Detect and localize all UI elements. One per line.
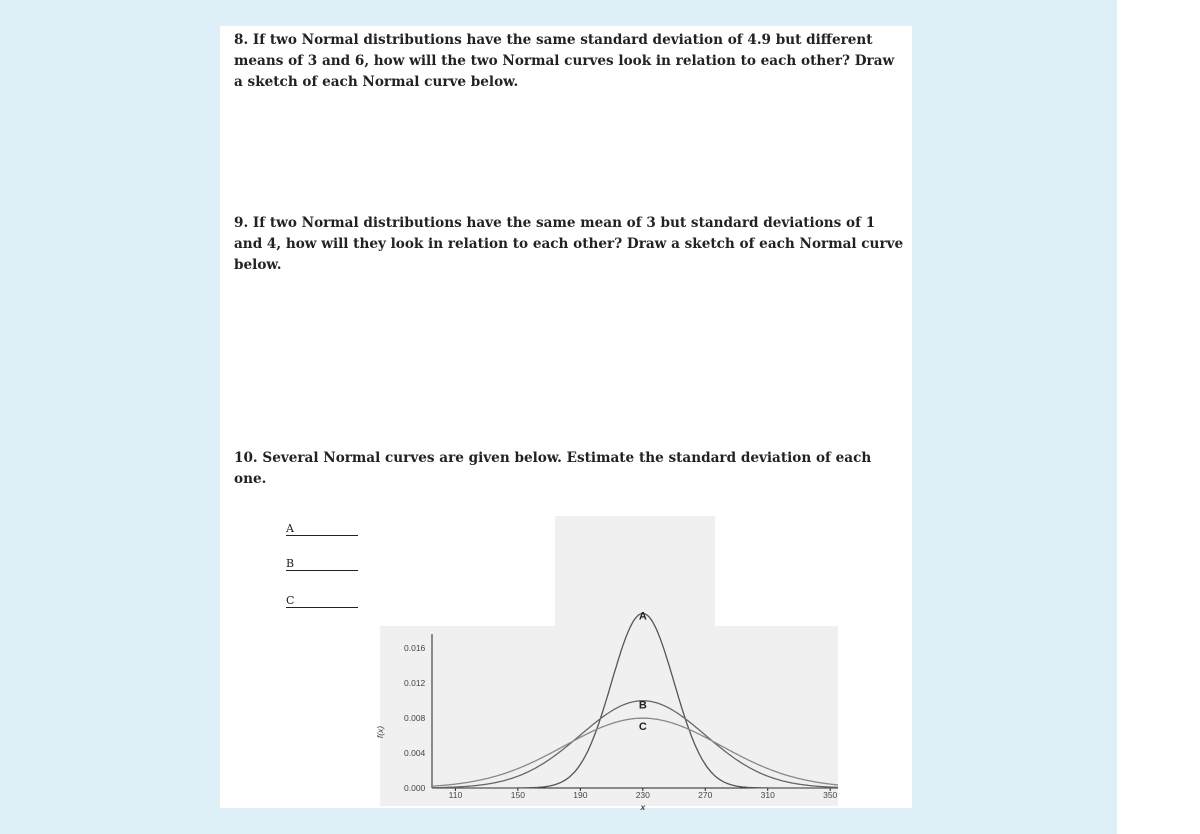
chart-background-lower (380, 626, 838, 806)
normal-curves-chart (370, 516, 840, 812)
y-tick-label: 0.004 (404, 748, 426, 758)
y-axis-label: f(x) (375, 725, 385, 739)
answer-blank-b[interactable] (286, 557, 358, 571)
x-axis-label: x (640, 802, 646, 812)
y-tick-label: 0.000 (404, 783, 426, 793)
answer-blank-c-label: C (286, 594, 295, 607)
x-tick-label: 270 (698, 790, 713, 800)
x-tick-label: 150 (510, 790, 525, 800)
y-tick-label: 0.016 (404, 643, 426, 653)
answer-blank-a[interactable] (286, 522, 358, 536)
x-tick-label: 190 (573, 790, 588, 800)
question-9: 9. If two Normal distributions have the same mean of 3 but standard deviations of 1 and 4, how will they look in relation to each other? Draw a sketch of each Normal curve below. (234, 215, 904, 273)
x-tick-label: 230 (635, 790, 650, 800)
worksheet-page (220, 26, 912, 812)
x-tick-label: 110 (448, 790, 463, 800)
question-10: 10. Several Normal curves are given below. Estimate the standard deviation of each one. (234, 450, 872, 487)
curve-label-c: C (638, 721, 647, 734)
x-tick-label: 350 (823, 790, 838, 800)
curve-label-a: A (638, 610, 647, 623)
answer-blank-b-label: B (286, 557, 295, 570)
question-8: 8. If two Normal distributions have the same standard deviation of 4.9 but different means of 3 and 6, how will the two Normal curves look in relation to each other? Draw a sketch of each Normal curve below. (234, 32, 895, 90)
right-margin-panel (1117, 0, 1200, 834)
y-tick-label: 0.008 (404, 713, 426, 723)
answer-blank-a-label: A (286, 522, 294, 535)
chart-background-upper (555, 516, 715, 628)
y-tick-label: 0.012 (404, 678, 426, 688)
chart-svg (370, 516, 840, 812)
curve-label-b: B (638, 699, 647, 712)
answer-blank-c[interactable] (286, 594, 358, 608)
x-tick-label: 310 (760, 790, 775, 800)
